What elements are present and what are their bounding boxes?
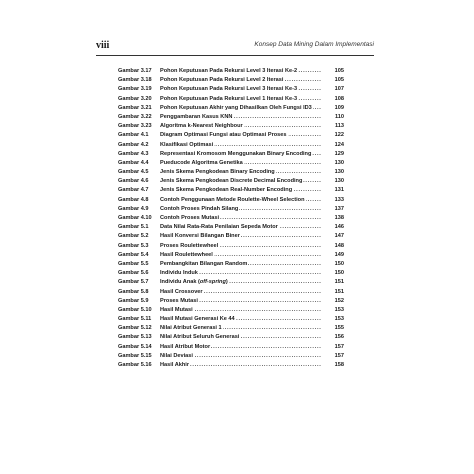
figure-title (160, 353, 194, 359)
figure-title-text: Hasil Roulettewheel (160, 251, 213, 258)
figure-page-number: 153 (334, 316, 344, 323)
figure-title-text: Hasil Mutasi Generasi Ke 44 (160, 316, 235, 323)
figure-title (160, 86, 298, 92)
figure-title-text: Pohon Keputusan Pada Rekursi Level 3 Iterasi Ke-3 (160, 86, 298, 93)
figure-title-leader (160, 288, 329, 297)
figure-title (160, 270, 199, 276)
figure-page-number: 130 (334, 159, 344, 166)
figure-page-number: 109 (334, 104, 344, 111)
header-rule (96, 55, 374, 56)
toc-entry (118, 324, 344, 333)
figure-label: Gambar 3.19 (118, 86, 152, 93)
figure-title-leader (160, 196, 329, 205)
figure-title-text: Nilai Deviasi (160, 352, 193, 359)
figure-label: Gambar 3.17 (118, 68, 152, 74)
figure-label: Gambar 3.21 (118, 104, 152, 111)
figure-label: Gambar 4.6 (118, 178, 149, 185)
figure-title (160, 105, 313, 111)
figure-page-number: 158 (334, 362, 344, 368)
figure-title-leader (160, 324, 329, 333)
figure-title-suffix: ) (225, 279, 228, 286)
figure-page-number: 133 (334, 196, 344, 203)
toc-entry (118, 131, 344, 140)
figure-label: Gambar 4.2 (118, 141, 149, 148)
figure-title-leader (160, 361, 329, 370)
toc-entry (118, 205, 344, 214)
figure-title-leader (160, 131, 329, 140)
figure-label: Gambar 5.6 (118, 270, 149, 277)
figure-title-leader (160, 232, 329, 241)
figure-title (160, 224, 279, 230)
figure-title (160, 307, 194, 313)
figure-label: Gambar 3.22 (118, 113, 152, 120)
toc-entry (118, 242, 344, 251)
toc-entry (118, 85, 344, 94)
figure-page-number: 108 (334, 95, 344, 102)
figure-title-leader (160, 352, 329, 361)
figure-page-number: 124 (334, 141, 344, 148)
running-title: Konsep Data Mining Dalam Implementasi (254, 41, 374, 48)
figure-title-text: Pohon Keputusan Pada Rekursi Level 2 Iterasi (160, 77, 284, 84)
toc-entry (118, 260, 344, 269)
figure-title-leader (160, 333, 329, 342)
figure-page-number: 151 (334, 279, 344, 286)
figure-title (160, 197, 306, 203)
figure-title (160, 123, 244, 129)
figure-title (160, 261, 248, 267)
figure-title (160, 187, 293, 193)
figure-label: Gambar 4.9 (118, 205, 149, 212)
figure-title-leader (160, 85, 329, 94)
figure-page-number: 148 (334, 242, 344, 249)
figure-label: Gambar 5.5 (118, 260, 149, 267)
toc-entry (118, 214, 344, 223)
figure-label: Gambar 4.1 (118, 132, 149, 139)
figure-title (160, 344, 211, 350)
figure-title (160, 252, 214, 258)
figure-label: Gambar 5.14 (118, 343, 152, 350)
toc-entry (118, 315, 344, 324)
figure-title-leader (160, 278, 329, 287)
figure-title-leader (160, 95, 329, 104)
figure-title-italic: off-spring (199, 279, 226, 286)
figure-title-text: Contoh Proses Pindah Silang (160, 205, 239, 212)
figure-title (160, 77, 284, 83)
toc-entry (118, 76, 344, 85)
figure-title (160, 178, 303, 184)
figure-page-number: 147 (334, 233, 344, 240)
figure-label: Gambar 5.16 (118, 362, 152, 368)
figure-title-text: Nilai Atribut Generasi 1 (160, 325, 222, 332)
toc-entry (118, 150, 344, 159)
figure-label: Gambar 5.3 (118, 242, 149, 249)
figure-title (160, 114, 233, 120)
figure-page-number: 137 (334, 205, 344, 212)
figure-page-number: 152 (334, 297, 344, 304)
figure-title-leader (160, 67, 329, 76)
figure-title (160, 325, 223, 331)
figure-label: Gambar 5.8 (118, 288, 149, 295)
toc-entry (118, 168, 344, 177)
figure-page-number: 150 (334, 260, 344, 267)
figure-title (160, 243, 219, 249)
figure-title (160, 289, 204, 295)
toc-entry (118, 297, 344, 306)
figure-title-leader (160, 269, 329, 278)
figure-title-text: Individu Induk (160, 270, 198, 277)
figure-title-text: Pembangkitan Bilangan Random (160, 260, 248, 267)
figure-page-number: 151 (334, 288, 344, 295)
figure-title-text: Pueducode Algoritma Genetika (160, 159, 243, 166)
figure-page-number: 113 (334, 123, 344, 130)
figure-label: Gambar 4.10 (118, 215, 152, 221)
toc-entry (118, 333, 344, 342)
figure-label: Gambar 3.23 (118, 123, 152, 130)
figure-title-text: Hasil Akhir (160, 362, 190, 368)
figure-title-text: Hasil Mutasi (160, 306, 193, 313)
figure-title (160, 233, 241, 239)
toc-entry (118, 141, 344, 150)
toc-entry (118, 306, 344, 315)
figure-title-leader (160, 168, 329, 177)
toc-entry (118, 122, 344, 131)
figure-title-text: Klasifikasi Optimasi (160, 141, 214, 148)
toc-entry (118, 159, 344, 168)
figure-title-text: Nilai Atribut Seluruh Generasi (160, 334, 240, 341)
figure-label: Gambar 5.2 (118, 233, 149, 240)
figure-label: Gambar 5.11 (118, 316, 152, 323)
toc-entry (118, 343, 344, 352)
figure-title-leader (160, 177, 329, 186)
figure-page-number: 146 (334, 224, 344, 231)
figure-title-leader (160, 104, 329, 113)
figure-title-leader (160, 186, 329, 195)
figure-label: Gambar 5.4 (118, 251, 149, 258)
figure-title-leader (160, 223, 329, 232)
toc-entry (118, 232, 344, 241)
figure-title (160, 206, 239, 212)
figure-title (160, 132, 288, 138)
figure-title-text: Hasil Konversi Bilangan Biner (160, 233, 240, 240)
toc-entry (118, 288, 344, 297)
figure-page-number: 149 (334, 251, 344, 258)
figure-title-text: Proses Mutasi (160, 297, 198, 304)
figure-label: Gambar 3.20 (118, 95, 152, 102)
figure-title (160, 316, 236, 322)
figure-page-number: 156 (334, 334, 344, 341)
toc-entry (118, 361, 344, 370)
figure-page-number: 105 (334, 77, 344, 84)
figure-title-text: Pohon Keputusan Pada Rekursi Level 1 Iterasi Ke-3 (160, 95, 298, 102)
figure-page-number: 157 (334, 352, 344, 359)
toc-entry (118, 278, 344, 287)
figure-title-leader (160, 76, 329, 85)
figure-title (160, 215, 220, 221)
figure-title (160, 151, 312, 157)
figure-title-text: Pohon Keputusan Pada Rekursi Level 3 Iterasi Ke-2 (160, 68, 298, 74)
toc-entry (118, 223, 344, 232)
figure-label: Gambar 5.15 (118, 352, 152, 359)
figure-page-number: 122 (334, 132, 344, 139)
figure-title-text: Contoh Proses Mutasi (160, 215, 220, 221)
figure-page-number: 138 (334, 215, 344, 221)
figure-page-number: 153 (334, 306, 344, 313)
figure-label: Gambar 5.7 (118, 279, 149, 286)
figure-title-text: Hasil Atribut Motor (160, 343, 211, 350)
figure-label: Gambar 4.3 (118, 150, 149, 157)
figure-page-number: 150 (334, 270, 344, 277)
figure-title (160, 160, 244, 166)
figure-page-number: 157 (334, 343, 344, 350)
figure-label: Gambar 4.5 (118, 169, 149, 176)
figure-title (160, 142, 214, 148)
toc-entry (118, 269, 344, 278)
figure-title (160, 169, 276, 175)
page-number: viii (96, 40, 110, 51)
figure-page-number: 107 (334, 86, 344, 93)
figure-title-leader (160, 150, 329, 159)
figure-label: Gambar 3.18 (118, 77, 152, 84)
figure-label: Gambar 5.1 (118, 224, 149, 231)
toc-entry (118, 67, 344, 76)
toc-entry (118, 95, 344, 104)
figure-label: Gambar 4.7 (118, 187, 149, 194)
figure-label: Gambar 4.8 (118, 196, 149, 203)
figure-title-text: Representasi Kromosom Menggunakan Binary Encoding (160, 150, 312, 157)
figure-page-number: 130 (334, 169, 344, 176)
figure-title-text: Diagram Optimasi Fungsi atau Optimasi Proses (160, 132, 287, 139)
figure-title-text: Hasil Crossover (160, 288, 203, 295)
figure-title-leader (160, 343, 329, 352)
figure-page-number: 105 (334, 68, 344, 74)
figure-label: Gambar 5.9 (118, 297, 149, 304)
figure-label: Gambar 4.4 (118, 159, 149, 166)
figure-label: Gambar 5.10 (118, 306, 152, 313)
figure-title-leader (160, 122, 329, 131)
figure-title-text: Jenis Skema Pengkodean Discrete Decimal Encoding (160, 178, 303, 185)
figure-page-number: 129 (334, 150, 344, 157)
figure-title (160, 298, 199, 304)
toc-entry (118, 251, 344, 260)
toc-entry (118, 113, 344, 122)
figure-title (160, 279, 229, 285)
figure-title-leader (160, 159, 329, 168)
figure-title-leader (160, 260, 329, 269)
figure-label: Gambar 5.12 (118, 325, 152, 332)
figure-title-text: Contoh Penggunaan Metode Roulette-Wheel Selection (160, 196, 305, 203)
toc-entry (118, 352, 344, 361)
figure-title-leader (160, 251, 329, 260)
list-of-figures (118, 67, 344, 370)
figure-label: Gambar 5.13 (118, 334, 152, 341)
figure-title-leader (160, 242, 329, 251)
figure-title (160, 68, 298, 74)
figure-title-text: Individu Anak ( (160, 279, 200, 286)
figure-page-number: 130 (334, 178, 344, 185)
figure-title-text: Jenis Skema Pengkodean Binary Encoding (160, 169, 275, 176)
figure-title-leader (160, 205, 329, 214)
toc-entry (118, 196, 344, 205)
figure-title-text: Data Nilai Rata-Rata Penilaian Sepeda Motor (160, 224, 278, 231)
figure-title (160, 334, 240, 340)
toc-entry (118, 177, 344, 186)
figure-title-leader (160, 214, 329, 223)
figure-title (160, 362, 190, 368)
figure-title-leader (160, 113, 329, 122)
figure-title-leader (160, 306, 329, 315)
figure-title-text: Proses Roulettewheel (160, 242, 219, 249)
figure-title-text: Penggambaran Kasus KNN (160, 113, 233, 120)
figure-page-number: 155 (334, 325, 344, 332)
figure-title (160, 96, 298, 102)
figure-title-text: Algoritma k-Nearest Neighbour (160, 123, 243, 130)
toc-entry (118, 104, 344, 113)
figure-title-text: Jenis Skema Pengkodean Real-Number Encoding (160, 187, 293, 194)
figure-title-leader (160, 297, 329, 306)
page-header (96, 40, 374, 54)
figure-title-leader (160, 315, 329, 324)
figure-page-number: 110 (334, 113, 344, 120)
figure-page-number: 131 (334, 187, 344, 194)
figure-title-text: Pohon Keputusan Akhir yang Dihasilkan Oleh Fungsi ID3 (160, 104, 312, 111)
figure-title-leader (160, 141, 329, 150)
toc-entry (118, 186, 344, 195)
